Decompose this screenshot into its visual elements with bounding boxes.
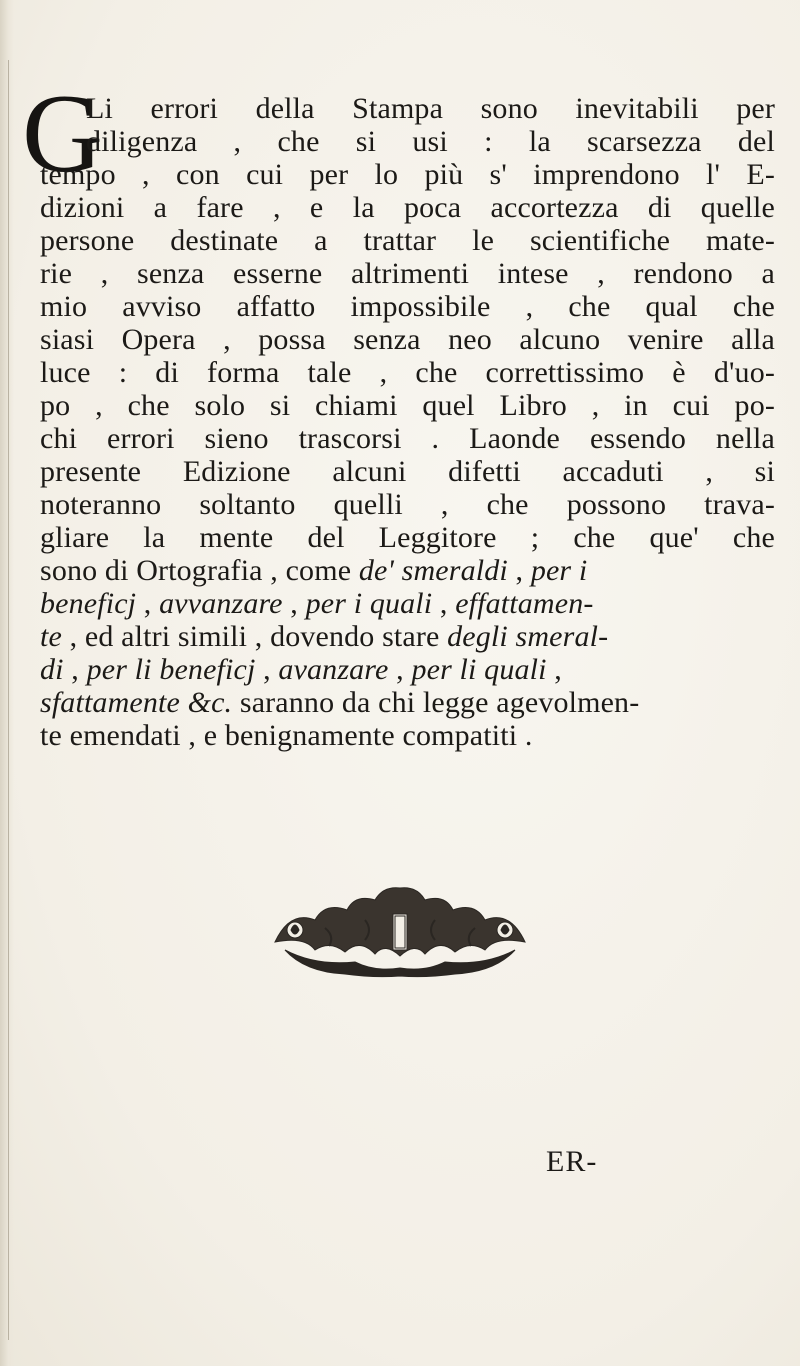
- text-run: ,: [546, 653, 562, 686]
- drop-cap: G: [22, 72, 103, 196]
- text-run: ,: [507, 554, 531, 587]
- printer-ornament-icon: [255, 880, 545, 980]
- text-line-16: [40, 587, 594, 621]
- catchword: ER-: [546, 1145, 598, 1178]
- text-line-19: [40, 686, 639, 720]
- text-line-8: siasi Opera , possa senza neo alcuno venire alla: [40, 323, 775, 356]
- italic-word: per i quali: [305, 587, 433, 620]
- text-run: ,: [136, 587, 160, 620]
- text-line-7: mio avviso affatto impossibile , che qual che: [40, 290, 775, 323]
- text-run: saranno da chi legge agevolmen-: [232, 686, 640, 719]
- italic-word: beneficj: [40, 587, 137, 620]
- text-line-3: tempo , con cui per lo più s' imprendono l' E-: [40, 158, 775, 191]
- italic-word: beneficj: [159, 653, 256, 686]
- page-gutter: [0, 0, 14, 1366]
- binding-edge: [8, 60, 9, 1340]
- italic-word: per li: [86, 653, 152, 686]
- text-line-5: persone destinate a trattar le scientifiche mate-: [40, 224, 775, 257]
- text-line-12: presente Edizione alcuni difetti accaduti , si: [40, 455, 775, 488]
- text-line-4: dizioni a fare , e la poca accortezza di quelle: [40, 191, 775, 224]
- italic-word: te: [40, 620, 62, 653]
- text-line-18: [40, 653, 562, 687]
- text-run: ,: [63, 653, 87, 686]
- text-run: ,: [388, 653, 412, 686]
- text-line-15: [40, 554, 587, 588]
- text-line-1: Li errori della Stampa sono inevitabili per: [86, 92, 775, 125]
- text-line-17: [40, 620, 608, 654]
- italic-word: per li quali: [411, 653, 547, 686]
- italic-word: di: [40, 653, 64, 686]
- italic-word: sfattamente &c.: [40, 686, 233, 719]
- italic-word: effattamen-: [455, 587, 594, 620]
- text-run: ,: [432, 587, 456, 620]
- text-run: ,: [282, 587, 306, 620]
- text-line-14: gliare la mente del Leggitore ; che que' che: [40, 521, 775, 554]
- text-run: , ed altri simili , dovendo stare: [61, 620, 448, 653]
- text-line-9: luce : di forma tale , che correttissimo è d'uo-: [40, 356, 775, 389]
- text-run: ,: [255, 653, 279, 686]
- text-line-6: rie , senza esserne altrimenti intese , rendono a: [40, 257, 775, 290]
- italic-word: avanzare: [278, 653, 389, 686]
- italic-word: avvanzare: [159, 587, 283, 620]
- text-line-11: chi errori sieno trascorsi . Laonde essendo nella: [40, 422, 775, 455]
- text-line-2: diligenza , che si usi : la scarsezza del: [86, 125, 775, 158]
- text-line-13: noteranno soltanto quelli , che possono trava-: [40, 488, 775, 521]
- text-run: sono di Ortografia , come: [40, 554, 359, 587]
- italic-word: de' smeraldi: [358, 554, 508, 587]
- text-line-20: te emendati , e benignamente compatiti .: [40, 719, 533, 752]
- italic-word: degli smeral-: [447, 620, 609, 653]
- italic-word: per i: [530, 554, 588, 587]
- text-line-10: po , che solo si chiami quel Libro , in cui po-: [40, 389, 775, 422]
